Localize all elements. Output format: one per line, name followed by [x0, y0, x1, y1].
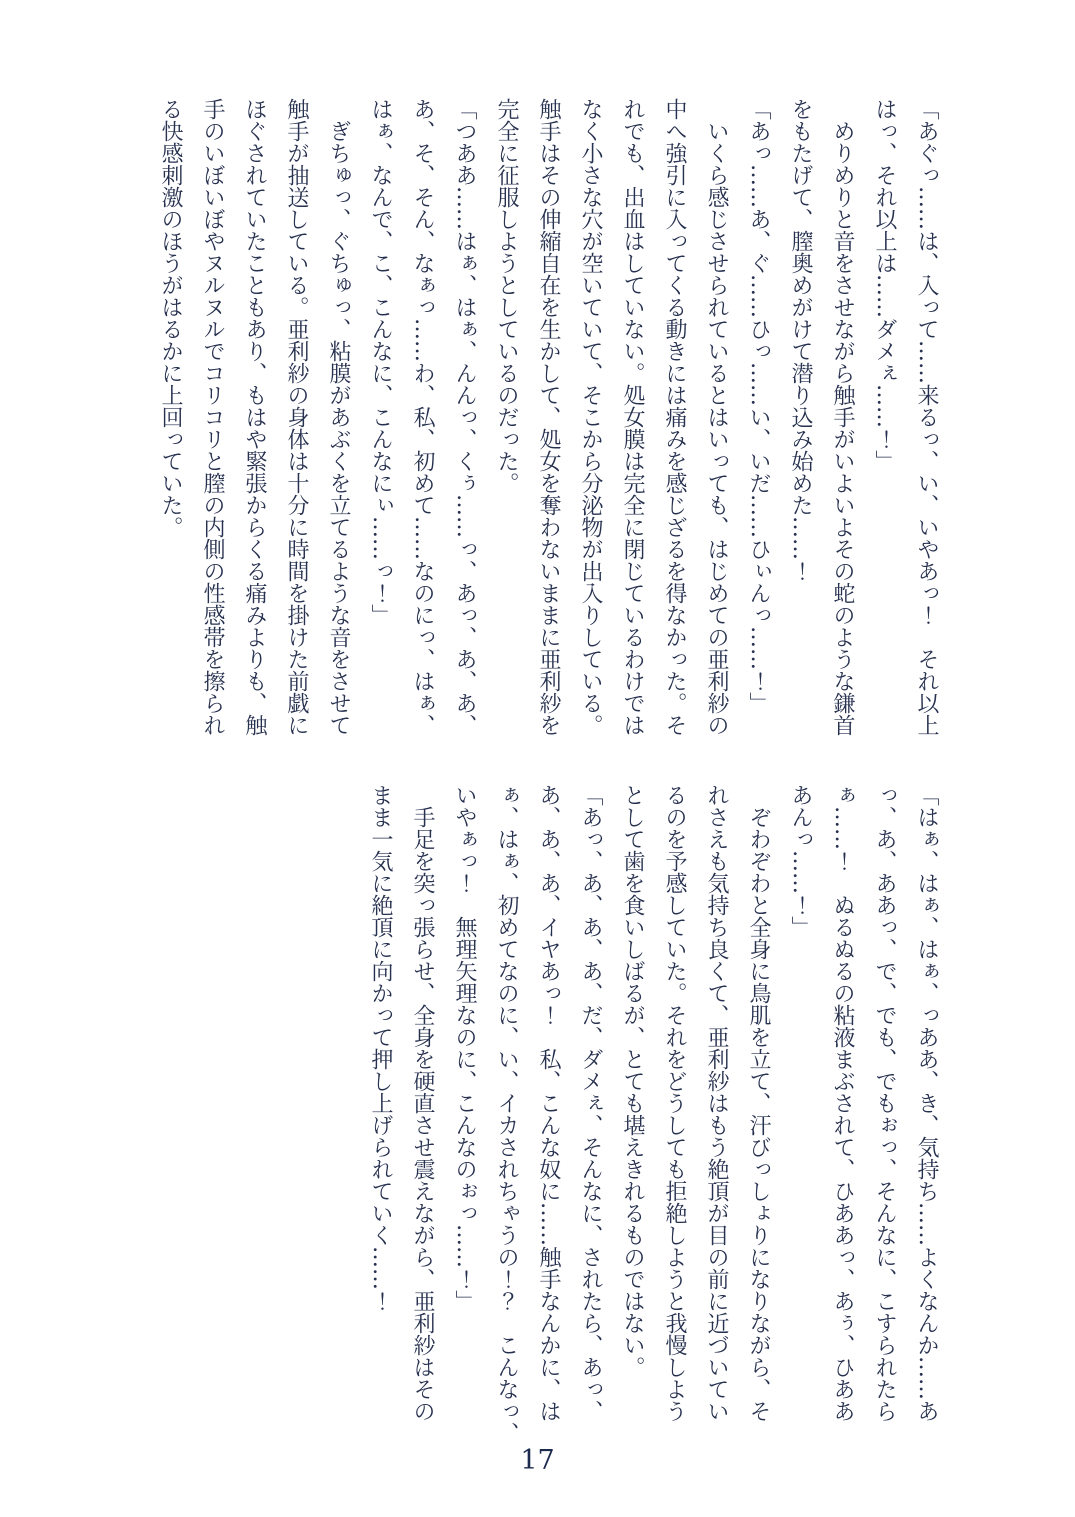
text-column: ほぐされていたこともあり、もはや緊張からくる痛みよりも、触: [242, 98, 267, 736]
text-column: ぎちゅっ、ぐちゅっ、粘膜があぶくを立てるような音をさせて: [326, 120, 351, 736]
text-column: として歯を食いしばるが、とても堪えきれるものではない。: [620, 784, 645, 1378]
text-column: まま一気に絶頂に向かって押し上げられていく……！: [368, 784, 393, 1312]
text-column: 完全に征服しようとしているのだった。: [494, 98, 519, 494]
text-column: なく小さな穴が空いていて、そこから分泌物が出入りしている。: [578, 98, 603, 736]
text-column: れさえも気持ち良くて、亜利紗はもう絶頂が目の前に近づいてい: [704, 784, 729, 1422]
top-text-block: [149, 98, 947, 752]
text-column: 「つああ……はぁ、はぁ、んんっ、くぅ……っ、あっ、あ、あ、: [452, 98, 477, 736]
text-column: 「あっ……あ、ぐ……ひっ……い、いだ……ひぃんっ……！」: [746, 98, 771, 714]
text-column: 触手が抽送している。亜利紗の身体は十分に時間を掛けた前戯に: [284, 98, 309, 736]
text-column: ぁ、はぁ、初めてなのに、い、イカされちゃうの！？ こんなっ、: [494, 784, 519, 1444]
text-column: 「あっ、あ、あ、あ、だ、ダメぇ、そんなに、されたら、あっ、: [578, 784, 603, 1422]
text-column: るのを予感していた。それをどうしても拒絶しようと我慢しよう: [662, 784, 687, 1422]
text-column: 触手はその伸縮自在を生かして、処女を奪わないままに亜利紗を: [536, 98, 561, 736]
text-column: 手足を突っ張らせ、全身を硬直させ震えながら、亜利紗はその: [410, 806, 435, 1422]
text-column: っ、あ、ああっ、で、でも、でもぉっ、そんなに、こすられたら: [872, 784, 897, 1422]
text-column: あ、そ、そん、なぁっ……わ、私、初めて……なのにっ、はぁ、: [410, 98, 435, 736]
text-column: はぁ、なんで、こ、こんなに、こんなにぃ……っ！」: [368, 98, 393, 626]
page-number: 17: [520, 1445, 555, 1476]
text-column: あんっ……！」: [788, 784, 813, 938]
text-column: る快感刺激のほうがはるかに上回っていた。: [158, 98, 183, 538]
text-column: れでも、出血はしていない。処女膜は完全に閉じているわけでは: [620, 98, 645, 736]
text-column: 手のいぼいぼやヌルヌルでコリコリと膣の内側の性感帯を擦られ: [200, 98, 225, 736]
text-column: ぞわぞわと全身に鳥肌を立て、汗びっしょりになりながら、そ: [746, 806, 771, 1422]
text-column: 「あぐっ……は、入って……来るっ、い、いやあっ！ それ以上: [914, 98, 939, 736]
bottom-text-block: [359, 784, 947, 1444]
text-column: あ、あ、あ、イヤあっ！ 私、こんな奴に……触手なんかに、は: [536, 784, 561, 1422]
text-column: をもたげて、膣奥めがけて潜り込み始めた……！: [788, 98, 813, 582]
text-column: めりめりと音をさせながら触手がいよいよその蛇のような鎌首: [830, 120, 855, 736]
text-column: 「はぁ、はぁ、はぁ、っああ、き、気持ち……よくなんか……あ: [914, 784, 939, 1422]
text-column: ぁ……！ ぬるぬるの粘液まぶされて、ひああっ、あぅ、ひああ: [830, 784, 855, 1422]
text-column: いやぁっ！ 無理矢理なのに、こんなのぉっ……！」: [452, 784, 477, 1312]
text-column: いくら感じさせられているとはいっても、はじめての亜利紗の: [704, 120, 729, 736]
text-column: 中へ強引に入ってくる動きには痛みを感じざるを得なかった。そ: [662, 98, 687, 736]
text-column: はっ、それ以上は……ダメぇ……！」: [872, 98, 897, 472]
